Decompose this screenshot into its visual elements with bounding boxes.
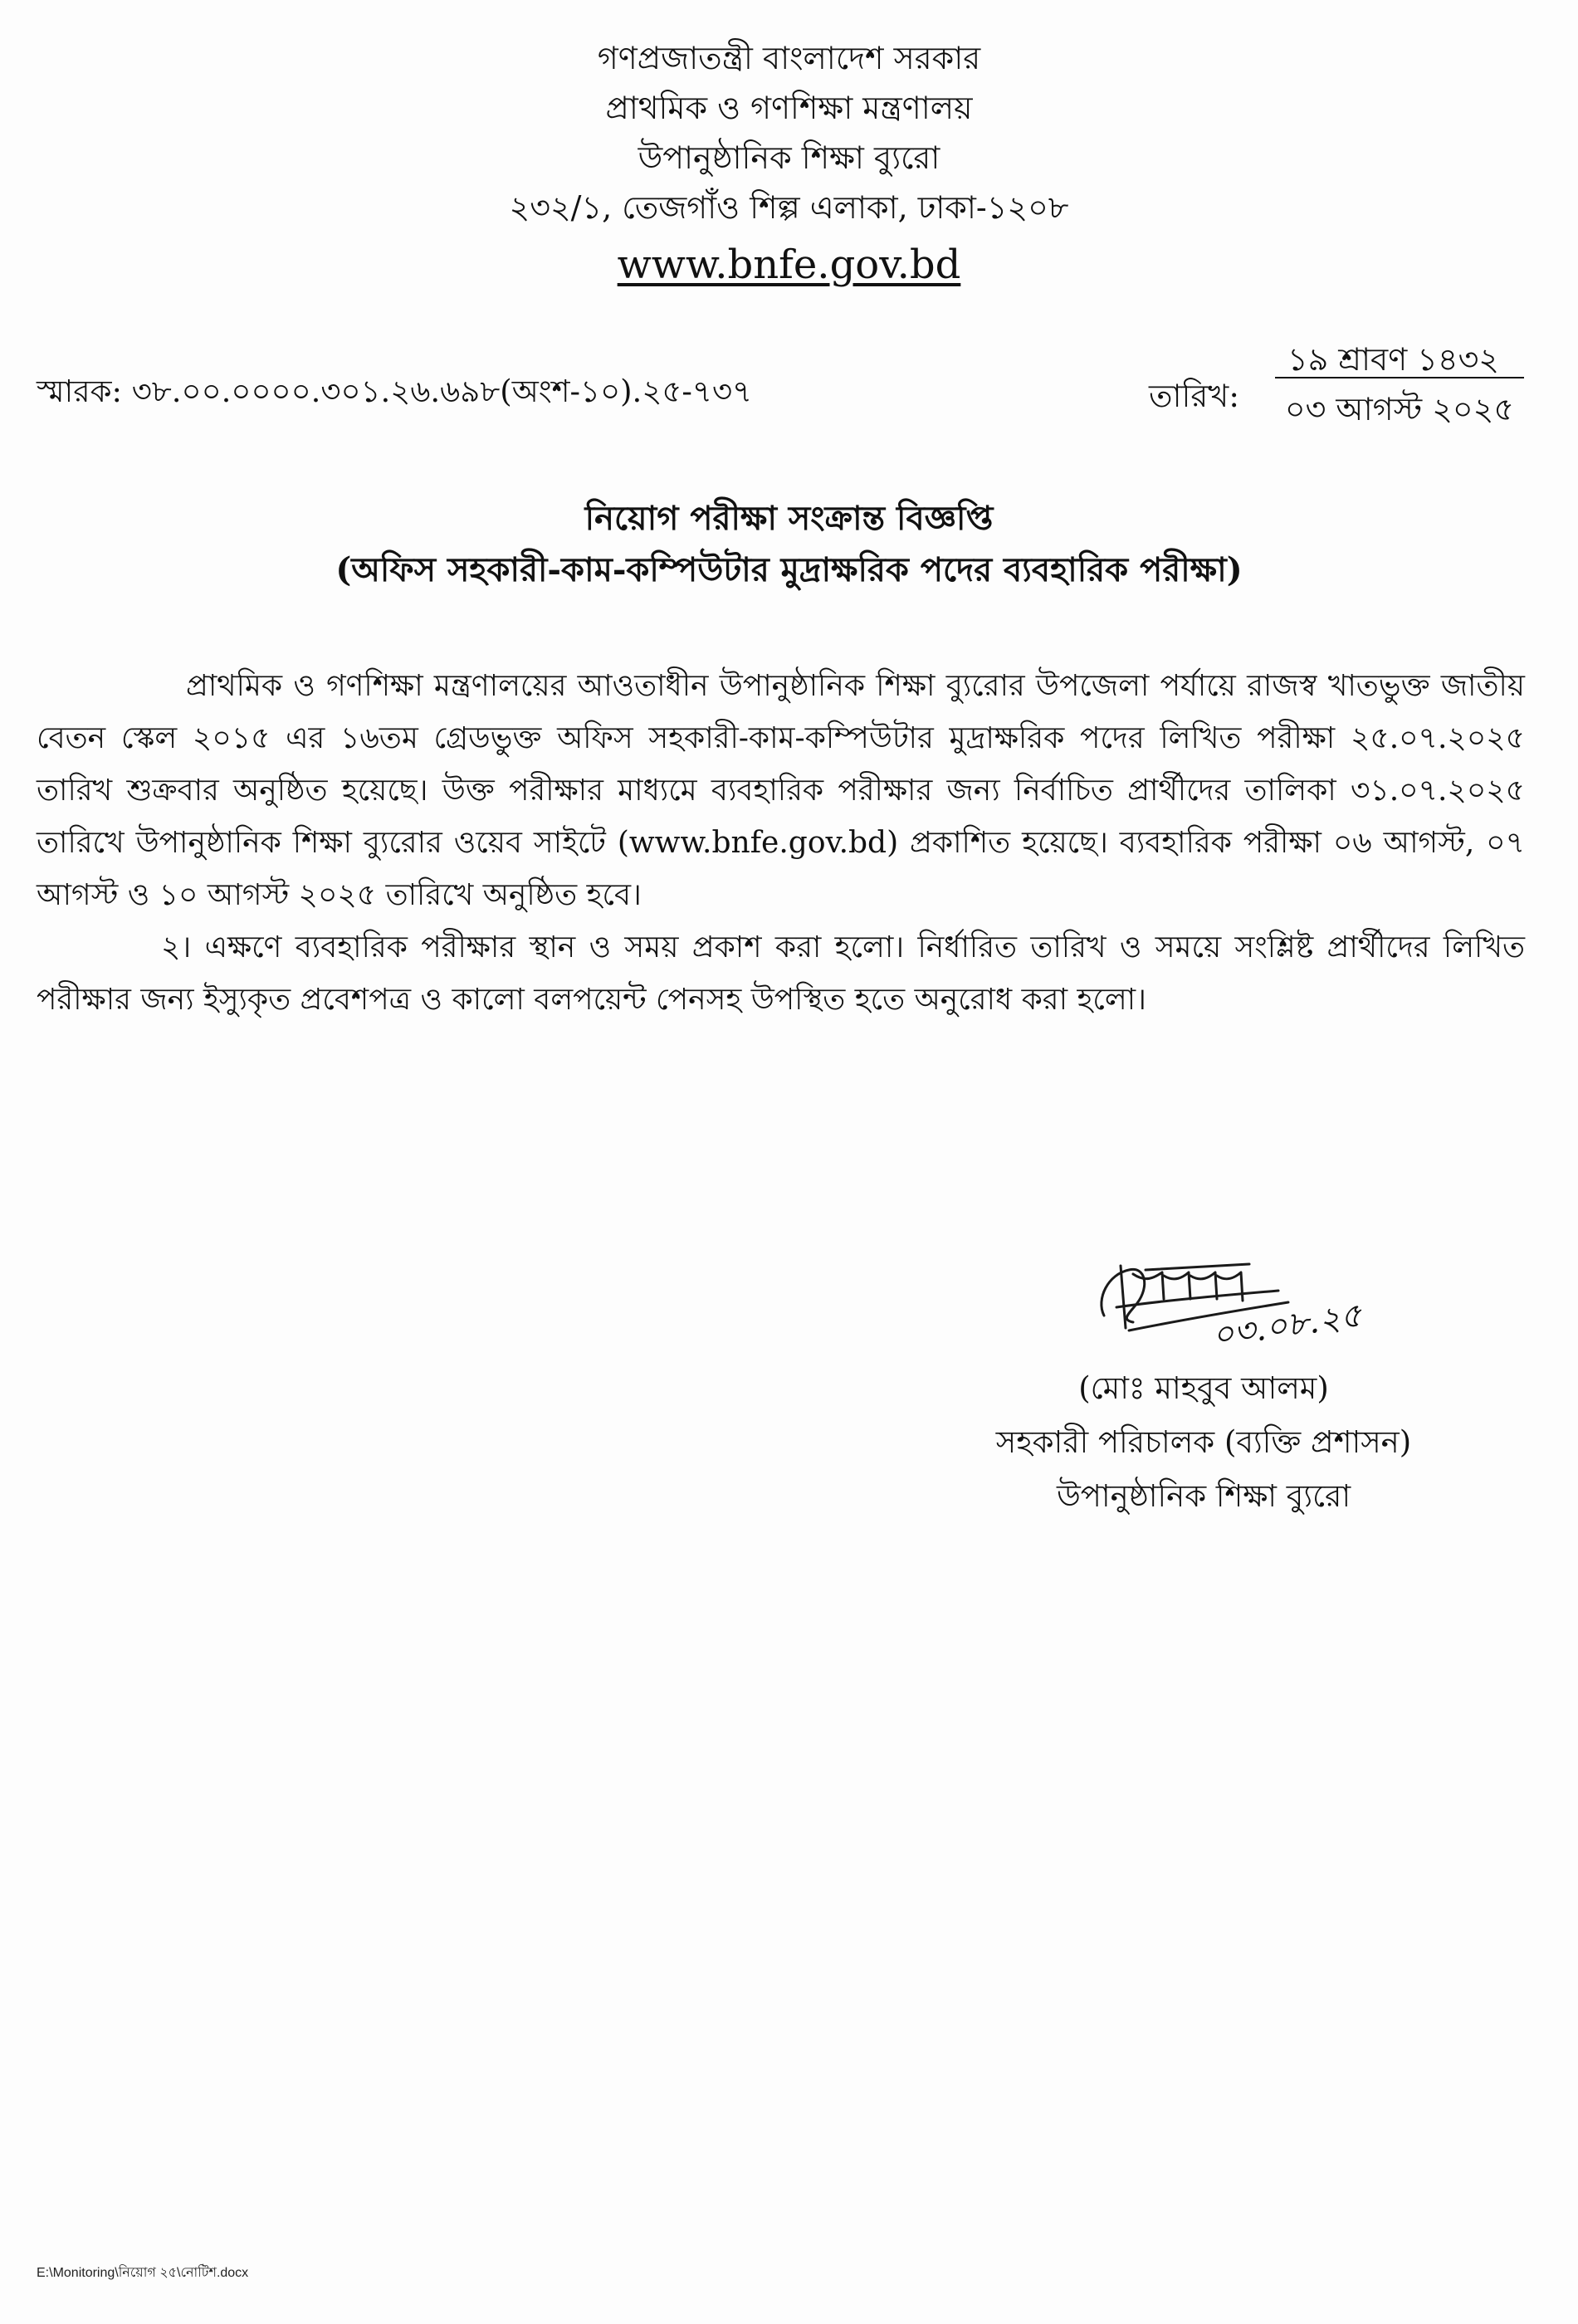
notice-title [0,493,1578,596]
government-name: গণপ্রজাতন্ত্রী বাংলাদেশ সরকার [597,40,981,76]
website-link[interactable]: www.bnfe.gov.bd [617,242,961,288]
bureau-name: উপানুষ্ঠানিক শিক্ষা ব্যুরো [638,139,940,176]
file-path-footer: E:\Monitoring\নিয়োগ ২৫\নোটিশ.docx [37,2266,249,2280]
date-block [1275,335,1524,438]
notice-subheading: (অফিস সহকারী-কাম-কম্পিউটার মুদ্রাক্ষরিক পদের ব্যবহারিক পরীক্ষা) [335,550,1243,589]
date-label: তারিখ: [1149,378,1240,414]
office-address: ২৩২/১, তেজগাঁও শিল্প এলাকা, ঢাকা-১২০৮ [509,189,1069,226]
ministry-name: প্রাথমিক ও গণশিক্ষা মন্ত্রণালয় [605,90,973,126]
letterhead [0,33,1578,292]
signatory-designation: সহকারী পরিচালক (ব্যক্তি প্রশাসন) [995,1424,1412,1460]
body-paragraph-1: প্রাথমিক ও গণশিক্ষা মন্ত্রণালয়ের আওতাধীন উপানুষ্ঠানিক শিক্ষা ব্যুরোর উপজেলা পর্যায়ে রাজস্ব খাতভুক্ত জাতীয় বেতন স্কেল ২০১৫ এর ১৬তম গ্রেডভুক্ত অফিস সহকারী-কাম-কম্পিউটার মুদ্রাক্ষরিক পদের লিখিত পরীক্ষা ২৫.০৭.২০২৫ তারিখ শুক্রবার অনুষ্ঠিত হয়েছে। উক্ত পরীক্ষার মাধ্যমে ব্যবহারিক পরীক্ষার জন্য নির্বাচিত প্রার্থীদের তালিকা ৩১.০৭.২০২৫ তারিখে উপানুষ্ঠানিক শিক্ষা ব্যুরোর ওয়েব সাইটে (www.bnfe.gov.bd) প্রকাশিত হয়েছে। ব্যবহারিক পরীক্ষা ০৬ আগস্ট, ০৭ আগস্ট ও ১০ আগস্ট ২০২৫ তারিখে অনুষ্ঠিত হবে। [37,669,1525,912]
signatory-block [913,1361,1494,1523]
signatory-office: উপানুষ্ঠানিক শিক্ষা ব্যুরো [1056,1478,1351,1514]
signature-date: ০৩.০৮.২৫ [1209,1296,1365,1355]
signatory-name: (মোঃ মাহবুব আলম) [1078,1370,1329,1406]
notice-heading: নিয়োগ পরীক্ষা সংক্রান্ত বিজ্ঞপ্তি [584,499,994,538]
body-paragraph-2: ২। এক্ষণে ব্যবহারিক পরীক্ষার স্থান ও সময় প্রকাশ করা হলো। নির্ধারিত তারিখ ও সময়ে সংশ্লিষ্ট প্রার্থীদের লিখিত পরীক্ষার জন্য ইস্যুকৃত প্রবেশপত্র ও কালো বলপয়েন্ট পেনসহ উপস্থিত হতে অনুরোধ করা হলো। [37,930,1525,1017]
notice-body [37,660,1525,1026]
date-bangla: ১৯ শ্রাবণ ১৪৩২ [1275,335,1524,378]
memo-number: স্মারক: ৩৮.০০.০০০০.৩০১.২৬.৬৯৮(অংশ-১০).২৫-৭৩৭ [37,374,753,409]
date-english: ০৩ আগস্ট ২০২৫ [1284,391,1514,427]
